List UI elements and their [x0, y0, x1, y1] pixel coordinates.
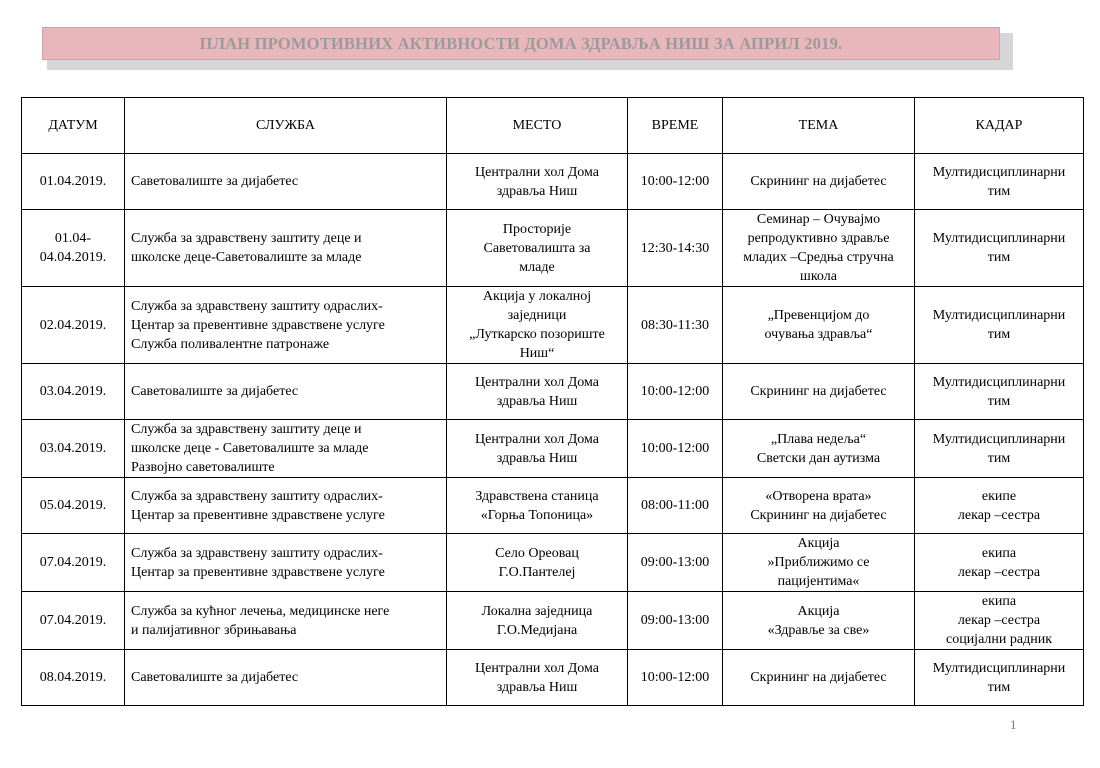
cell-service — [125, 364, 447, 420]
cell-line: Г.О.Пантелеј — [498, 564, 576, 580]
cell-line: и палијативног збрињавања — [131, 622, 297, 638]
cell-line: младих –Средња стручна — [743, 250, 894, 265]
table-row — [22, 364, 1084, 420]
cell-line: „Плава недеља“ — [770, 431, 867, 447]
cell-line: Акција у локалној — [482, 289, 592, 304]
cell-line: 03.04.2019. — [39, 384, 107, 399]
cell-line: пацијентима« — [777, 574, 860, 589]
cell-line: Центар за превентивне здравствене услуге — [131, 317, 385, 333]
cell-topic — [723, 534, 915, 592]
cell-line: Централни хол Дома — [475, 660, 599, 676]
cell-time: 09:00-13:00 — [628, 592, 723, 650]
cell-line: школске деце-Саветовалиште за младе — [131, 250, 362, 265]
cell-line: Мултидисциплинарни — [932, 231, 1066, 246]
table-body — [22, 154, 1084, 706]
header-date: ДАТУМ — [22, 98, 125, 154]
cell-line: лекар –сестра — [957, 613, 1041, 628]
cell-place — [447, 210, 628, 287]
cell-line: Акција — [797, 536, 840, 551]
cell-line: Семинар – Очувајмо — [756, 212, 881, 227]
cell-line: здравља Ниш — [496, 393, 578, 409]
cell-service — [125, 210, 447, 287]
cell-line: »Приближимо се — [767, 555, 870, 570]
table-row — [22, 210, 1084, 287]
cell-topic — [723, 478, 915, 534]
cell-line: Локална заједница — [481, 603, 593, 619]
cell-staff — [915, 154, 1084, 210]
page-title: ПЛАН ПРОМОТИВНИХ АКТИВНОСТИ ДОМА ЗДРАВЉА НИШ ЗА АПРИЛ 2019. — [199, 33, 843, 53]
cell-place — [447, 478, 628, 534]
page-number: 1 — [1010, 717, 1017, 732]
title-banner — [42, 27, 1000, 60]
cell-line: лекар –сестра — [957, 564, 1041, 580]
cell-staff — [915, 650, 1084, 706]
header-service: СЛУЖБА — [125, 98, 447, 154]
cell-staff — [915, 364, 1084, 420]
table-row — [22, 420, 1084, 478]
cell-line: 02.04.2019. — [39, 317, 107, 333]
cell-line: Централни хол Дома — [475, 431, 599, 447]
cell-staff — [915, 420, 1084, 478]
cell-line: Централни хол Дома — [475, 374, 599, 390]
cell-line: 07.04.2019. — [39, 613, 107, 628]
cell-topic — [723, 592, 915, 650]
cell-line: Служба за кућног лечења, медицинске неге — [131, 603, 390, 619]
cell-date — [22, 420, 125, 478]
cell-line: «Здравље за све» — [767, 622, 870, 638]
cell-line: „Луткарско позориште — [469, 327, 605, 342]
cell-service — [125, 420, 447, 478]
cell-line: екипе — [981, 488, 1017, 504]
cell-date — [22, 154, 125, 210]
cell-line: тим — [987, 327, 1011, 342]
cell-place — [447, 592, 628, 650]
cell-line: 08.04.2019. — [39, 670, 107, 685]
cell-line: 01.04.2019. — [39, 174, 107, 189]
cell-time: 12:30-14:30 — [628, 210, 723, 287]
cell-line: Мултидисциплинарни — [932, 164, 1066, 180]
cell-line: Скрининг на дијабетес — [750, 670, 887, 685]
cell-line: Саветовалиште за дијабетес — [131, 174, 299, 189]
cell-line: Акција — [797, 603, 840, 619]
cell-line: 04.04.2019. — [39, 250, 107, 265]
cell-line: 03.04.2019. — [39, 441, 107, 456]
cell-date — [22, 210, 125, 287]
cell-service — [125, 287, 447, 364]
cell-line: Скрининг на дијабетес — [750, 507, 887, 523]
cell-topic — [723, 287, 915, 364]
cell-date — [22, 592, 125, 650]
cell-line: Мултидисциплинарни — [932, 431, 1066, 447]
cell-time: 10:00-12:00 — [628, 364, 723, 420]
cell-line: младе — [519, 259, 555, 275]
cell-line: Мултидисциплинарни — [932, 308, 1066, 323]
cell-place — [447, 154, 628, 210]
cell-date — [22, 287, 125, 364]
cell-line: лекар –сестра — [957, 507, 1041, 523]
cell-line: «Горња Топоница» — [480, 507, 594, 523]
cell-line: Служба за здравствену заштиту деце и — [131, 422, 362, 437]
cell-line: Служба поливалентне патронаже — [131, 336, 330, 352]
cell-line: Служба за здравствену заштиту деце и — [131, 231, 362, 246]
cell-place — [447, 650, 628, 706]
cell-date — [22, 534, 125, 592]
cell-line: Служба за здравствену заштиту одраслих- — [131, 545, 383, 561]
table-row — [22, 650, 1084, 706]
cell-line: Г.О.Медијана — [496, 622, 578, 638]
cell-staff — [915, 287, 1084, 364]
cell-place — [447, 420, 628, 478]
cell-line: Светски дан аутизма — [756, 450, 881, 466]
cell-line: Служба за здравствену заштиту одраслих- — [131, 488, 383, 504]
cell-service — [125, 592, 447, 650]
cell-line: тим — [987, 450, 1011, 466]
cell-line: очувања здравља“ — [764, 327, 873, 342]
cell-line: екипа — [981, 545, 1017, 561]
header-staff: КАДАР — [915, 98, 1084, 154]
cell-date — [22, 478, 125, 534]
cell-time: 08:00-11:00 — [628, 478, 723, 534]
cell-line: заједници — [507, 308, 567, 323]
cell-line: Мултидисциплинарни — [932, 660, 1066, 676]
cell-line: Центар за превентивне здравствене услуге — [131, 564, 385, 580]
cell-service — [125, 478, 447, 534]
cell-time: 08:30-11:30 — [628, 287, 723, 364]
cell-line: Служба за здравствену заштиту одраслих- — [131, 298, 383, 314]
cell-service — [125, 650, 447, 706]
cell-line: Просторије — [502, 221, 572, 237]
cell-line: Саветовалиште за дијабетес — [131, 670, 299, 685]
cell-line: тим — [987, 393, 1011, 409]
cell-topic — [723, 210, 915, 287]
cell-line: здравља Ниш — [496, 679, 578, 695]
header-place: МЕСТО — [447, 98, 628, 154]
cell-line: «Отворена врата» — [765, 488, 872, 504]
cell-line: тим — [987, 250, 1011, 265]
cell-line: Ниш“ — [519, 346, 555, 361]
cell-place — [447, 364, 628, 420]
cell-time: 09:00-13:00 — [628, 534, 723, 592]
cell-line: Централни хол Дома — [475, 164, 599, 180]
header-time: ВРЕМЕ — [628, 98, 723, 154]
cell-staff — [915, 534, 1084, 592]
cell-line: „Превенцијом до — [767, 308, 870, 323]
cell-staff — [915, 478, 1084, 534]
cell-topic — [723, 650, 915, 706]
cell-line: здравља Ниш — [496, 450, 578, 466]
table-row — [22, 154, 1084, 210]
cell-line: Скрининг на дијабетес — [750, 174, 887, 189]
cell-line: 07.04.2019. — [39, 555, 107, 570]
cell-line: Развојно саветовалиште — [131, 460, 275, 475]
cell-staff — [915, 210, 1084, 287]
cell-line: тим — [987, 679, 1011, 695]
header-topic: ТЕМА — [723, 98, 915, 154]
cell-time: 10:00-12:00 — [628, 154, 723, 210]
table-row — [22, 287, 1084, 364]
table-row — [22, 478, 1084, 534]
cell-line: тим — [987, 183, 1011, 199]
cell-line: 05.04.2019. — [39, 498, 107, 513]
cell-line: социјални радник — [945, 632, 1053, 647]
cell-line: здравља Ниш — [496, 183, 578, 199]
cell-line: школске деце - Саветовалиште за младе — [131, 441, 369, 456]
cell-service — [125, 154, 447, 210]
cell-topic — [723, 154, 915, 210]
cell-line: Саветовалиште за дијабетес — [131, 384, 299, 399]
cell-time: 10:00-12:00 — [628, 420, 723, 478]
cell-line: Мултидисциплинарни — [932, 374, 1066, 390]
cell-service — [125, 534, 447, 592]
cell-date — [22, 364, 125, 420]
cell-topic — [723, 420, 915, 478]
cell-line: Село Ореовац — [495, 545, 579, 561]
cell-date — [22, 650, 125, 706]
cell-line: Саветовалишта за — [483, 240, 591, 256]
cell-topic — [723, 364, 915, 420]
cell-staff — [915, 592, 1084, 650]
cell-line: Скрининг на дијабетес — [750, 384, 887, 399]
table-row — [22, 534, 1084, 592]
cell-line: репродуктивно здравље — [747, 231, 890, 246]
cell-line: Здравствена станица — [475, 488, 599, 504]
cell-line: 01.04- — [54, 231, 92, 246]
cell-place — [447, 287, 628, 364]
cell-line: Центар за превентивне здравствене услуге — [131, 507, 385, 523]
cell-line: школа — [800, 269, 837, 284]
cell-time: 10:00-12:00 — [628, 650, 723, 706]
cell-line: екипа — [981, 594, 1017, 609]
table-header-row — [22, 98, 1084, 154]
table-row — [22, 592, 1084, 650]
cell-place — [447, 534, 628, 592]
activity-plan-table — [21, 97, 1084, 706]
